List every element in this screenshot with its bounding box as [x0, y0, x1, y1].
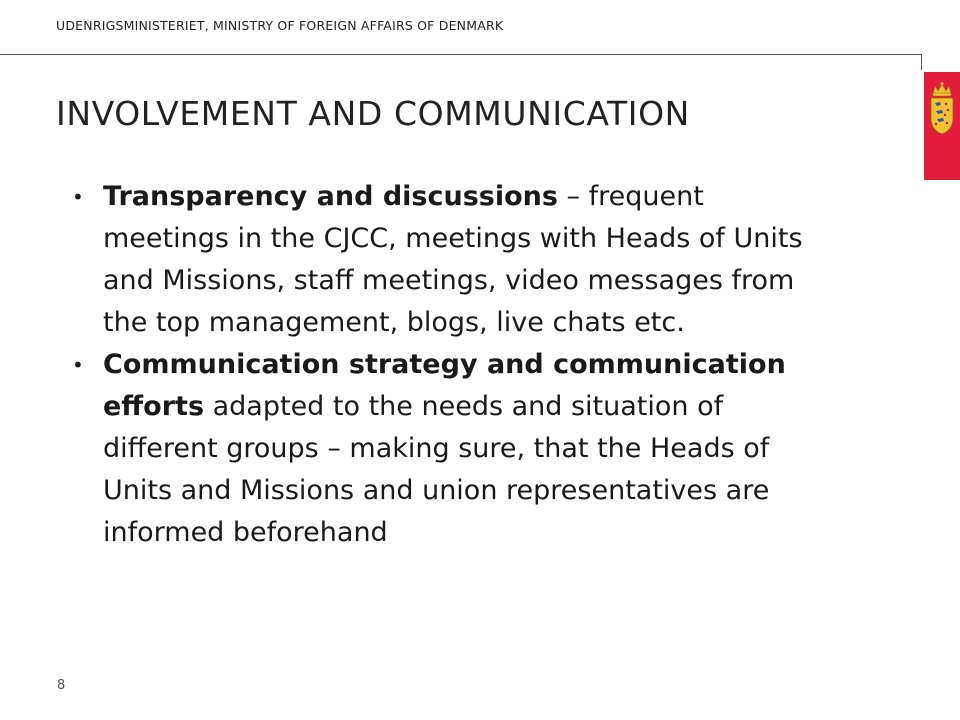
list-item — [72, 176, 812, 344]
bullet-heading: Communication strategy and communication efforts — [103, 349, 786, 422]
bullet-icon: • — [72, 353, 84, 377]
bullet-heading: Transparency and discussions — [103, 181, 558, 212]
header-organization: UDENRIGSMINISTERIET, MINISTRY OF FOREIGN AFFAIRS OF DENMARK — [56, 18, 504, 33]
bullet-body: – frequent meetings in the CJCC, meetings with Heads of Units and Missions, staff meetings, video messages from the top management, blogs, live chats etc. — [103, 181, 803, 338]
list-item — [72, 344, 812, 554]
bullet-icon: • — [72, 185, 84, 209]
danish-coat-of-arms-icon — [927, 80, 957, 138]
bullet-list — [72, 176, 812, 554]
page-number: 8 — [57, 678, 66, 693]
slide-title: INVOLVEMENT AND COMMUNICATION — [56, 94, 690, 133]
header-divider — [0, 54, 922, 55]
header-corner-divider — [921, 54, 922, 70]
bullet-body: adapted to the needs and situation of different groups – making sure, that the Heads of Units and Missions and union representatives are informed beforehand — [103, 391, 770, 548]
